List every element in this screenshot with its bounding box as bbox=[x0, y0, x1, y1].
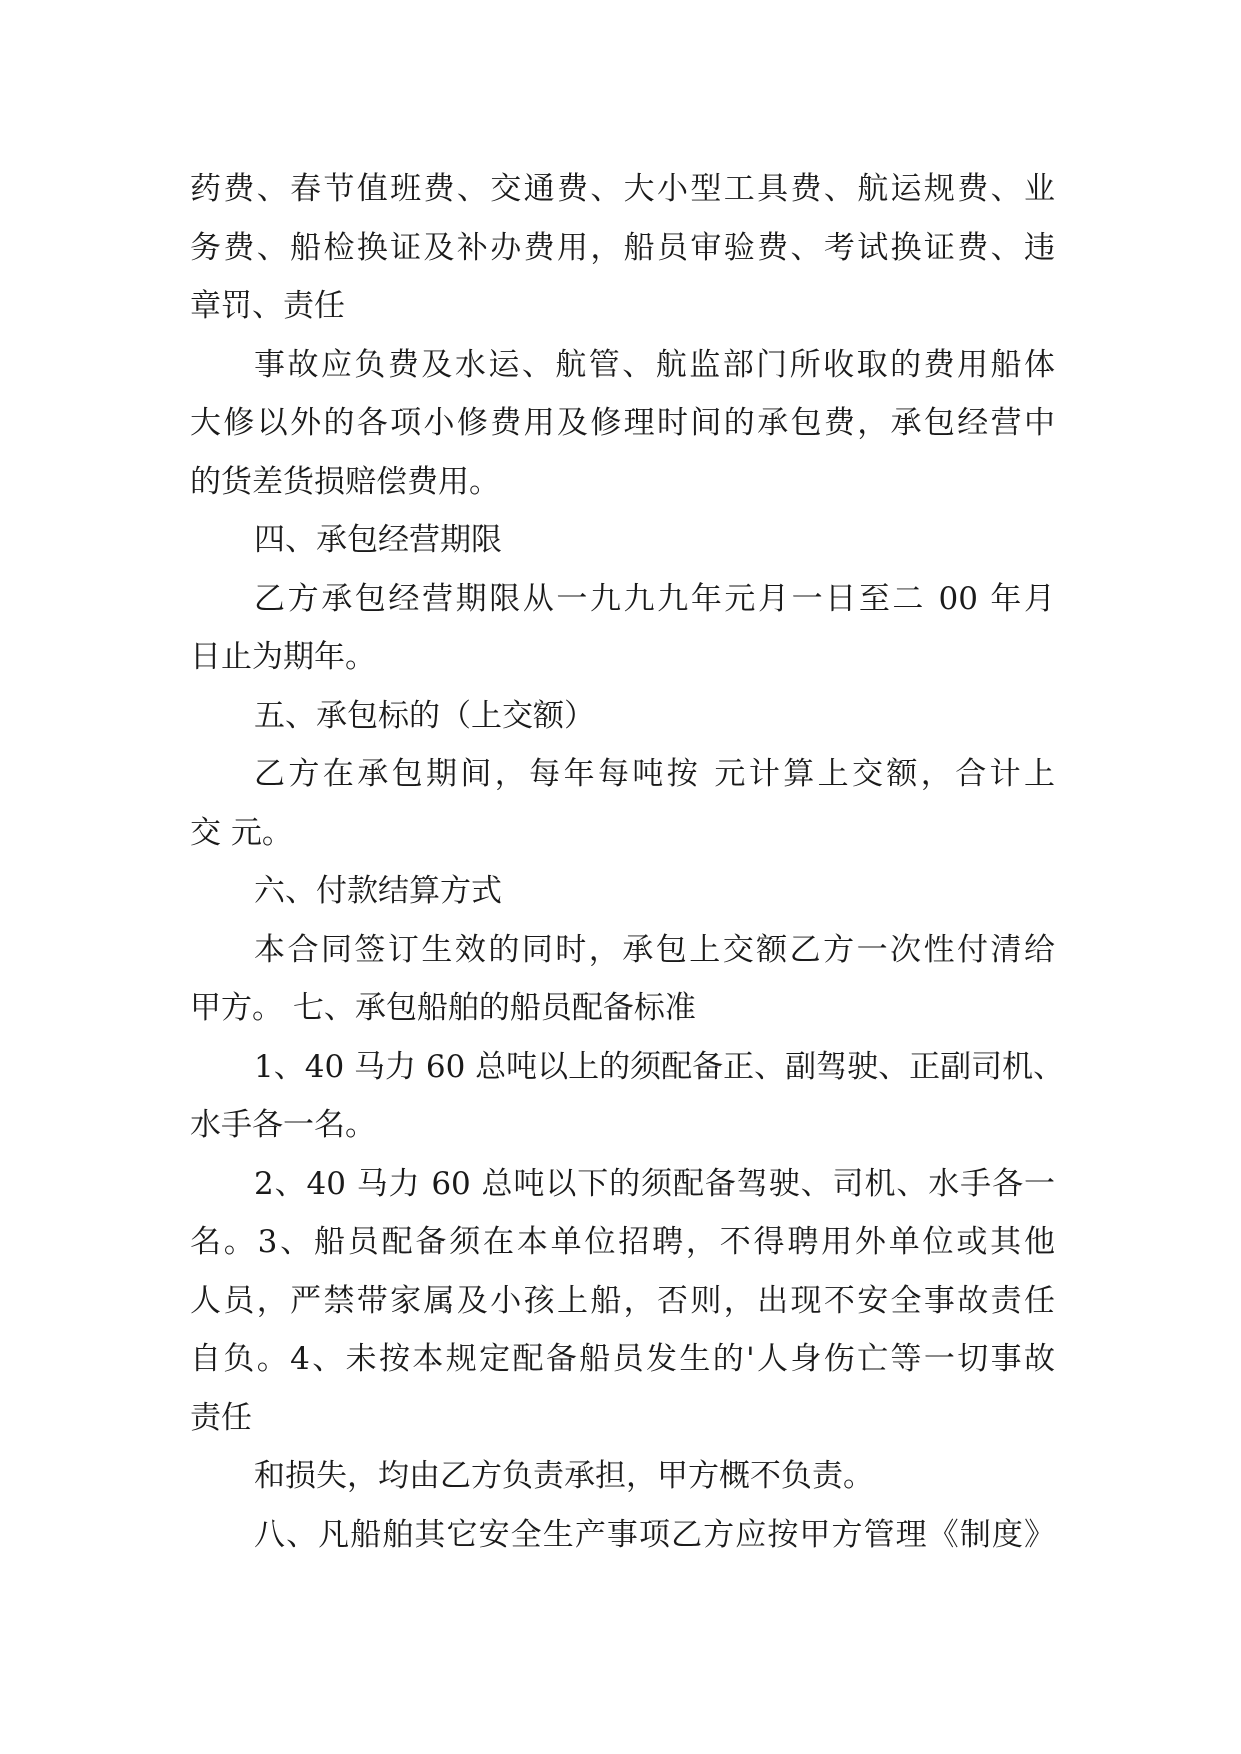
text-line: 乙方承包经营期限从一九九九年元月一日至二 00 年月 bbox=[254, 580, 1055, 617]
section-heading: 五、承包标的（上交额） bbox=[254, 697, 595, 734]
document-body bbox=[190, 160, 1065, 1564]
section-heading: 四、承包经营期限 bbox=[254, 522, 502, 558]
section-heading: 六、付款结算方式 bbox=[254, 873, 502, 909]
text-line: 责任 bbox=[190, 1399, 252, 1436]
text-line: 章罚、责任 bbox=[190, 288, 345, 324]
text-line: 和损失，均由乙方负责承担，甲方概不负责。 bbox=[254, 1458, 874, 1494]
text-line: 务费、船检换证及补办费用，船员审验费、考试换证费、违 bbox=[190, 229, 1055, 266]
text-line: 交 元。 bbox=[190, 814, 293, 851]
text-line: 的货差货损赔偿费用。 bbox=[190, 463, 500, 500]
text-line: 日止为期年。 bbox=[190, 639, 376, 675]
text-line: 水手各一名。 bbox=[190, 1107, 376, 1143]
text-line: 甲方。 七、承包船舶的船员配备标准 bbox=[190, 990, 696, 1026]
text-line: 人员，严禁带家属及小孩上船，否则，出现不安全事故责任 bbox=[190, 1282, 1055, 1319]
text-line: 2、40 马力 60 总吨以下的须配备驾驶、司机、水手各一 bbox=[254, 1165, 1055, 1202]
text-line: 事故应负费及水运、航管、航监部门所收取的费用船体 bbox=[254, 346, 1055, 383]
text-line: 乙方在承包期间，每年每吨按 元计算上交额，合计上 bbox=[254, 756, 1055, 792]
text-line: 本合同签订生效的同时，承包上交额乙方一次性付清给 bbox=[254, 931, 1055, 968]
text-line: 名。3、船员配备须在本单位招聘，不得聘用外单位或其他 bbox=[190, 1224, 1055, 1260]
text-line: 1、40 马力 60 总吨以上的须配备正、副驾驶、正副司机、 bbox=[254, 1048, 1065, 1085]
text-line: 药费、春节值班费、交通费、大小型工具费、航运规费、业 bbox=[190, 171, 1055, 207]
text-line: 八、凡船舶其它安全生产事项乙方应按甲方管理《制度》 bbox=[254, 1516, 1055, 1553]
text-line: 大修以外的各项小修费用及修理时间的承包费，承包经营中 bbox=[190, 405, 1055, 441]
text-line: 自负。4、未按本规定配备船员发生的'人身伤亡等一切事故 bbox=[190, 1341, 1055, 1377]
